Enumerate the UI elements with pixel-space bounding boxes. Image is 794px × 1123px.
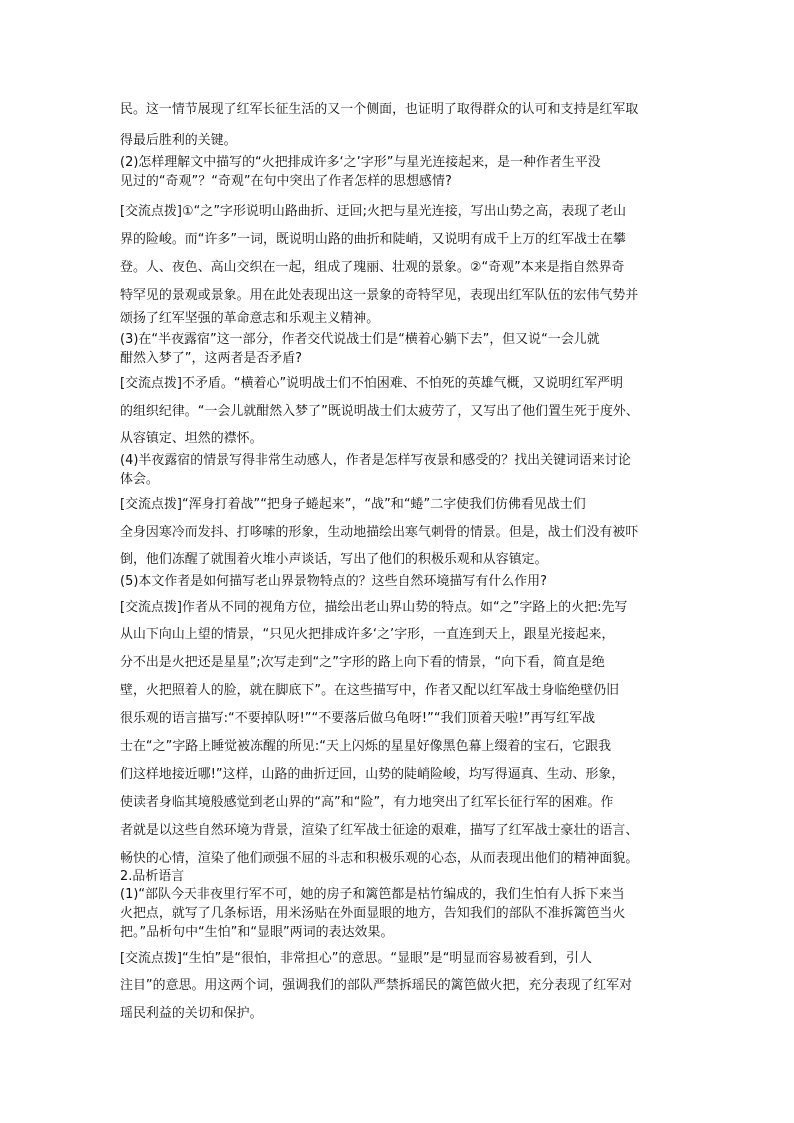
answer-line: 全身因寒冷而发抖、打哆嗦的形象，生动地描绘出寒气刺骨的情景。但是，战士们没有被吓 bbox=[120, 525, 639, 540]
answer-line: [交流点拨]不矛盾。“横着心”说明战士们不怕困难、不怕死的英雄气概，又说明红军严明 bbox=[120, 376, 624, 391]
answer-line: 分不出是火把还是星星”;次写走到“之”字形的路上向下看的情景，“向下看，简直是绝 bbox=[120, 655, 605, 670]
answer-line: [交流点拨]①“之”字形说明山路曲折、迂回;火把与星光连接，写出山势之高，表现了老山 bbox=[120, 204, 627, 219]
question-line: 见过的“奇观”？“奇观”在句中突出了作者怎样的思想感情? bbox=[120, 174, 452, 189]
section-heading: 2.品析语言 bbox=[120, 869, 185, 884]
question-line: 酣然入梦了”，这两者是否矛盾? bbox=[120, 351, 303, 366]
text-line: 得最后胜利的关键。 bbox=[120, 133, 237, 148]
answer-line: [交流点拨]作者从不同的视角方位，描绘出老山界山势的特点。如“之”字路上的火把:先写 bbox=[120, 600, 628, 615]
answer-line: 颂扬了红军坚强的革命意志和乐观主义精神。 bbox=[120, 311, 380, 326]
answer-line: 特罕见的景观或景象。用在此处表现出这一景象的奇特罕见，表现出红军队伍的宏伟气势并 bbox=[120, 288, 639, 303]
answer-line: 从山下向山上望的情景，“只见火把排成许多‘之’字形，一直连到天上，跟星光接起来， bbox=[120, 627, 615, 642]
question-line: (4)半夜露宿的情景写得非常生动感人，作者是怎样写夜景和感受的？找出关键词语来讨论 bbox=[120, 453, 631, 468]
answer-line: 畅快的心情，渲染了他们顽强不屈的斗志和积极乐观的心态，从而表现出他们的精神面貌。 bbox=[120, 851, 639, 866]
answer-line: 界的险峻。而“许多”一词，既说明山路的曲折和陡峭，又说明有成千上万的红军战士在攀 bbox=[120, 232, 626, 247]
answer-line: [交流点拨]“生怕”是“很怕，非常担心”的意思。“显眼”是“明显而容易被看到，引人 bbox=[120, 951, 592, 966]
answer-line: 注目”的意思。用这两个词，强调我们的部队严禁拆瑶民的篱笆做火把，充分表现了红军对 bbox=[120, 978, 633, 993]
answer-line: 从容镇定、坦然的襟怀。 bbox=[120, 431, 263, 446]
question-line: 体会。 bbox=[120, 472, 159, 487]
question-line: (3)在“半夜露宿”这一部分，作者交代说战士们是“横着心躺下去”，但又说“一会儿就 bbox=[120, 332, 600, 347]
answer-line: 壁，火把照着人的脸，就在脚底下”。在这些描写中，作者又配以红军战士身临绝壁仍旧 bbox=[120, 683, 620, 698]
answer-line: 倒，他们冻醒了就围着火堆小声谈话，写出了他们的积极乐观和从容镇定。 bbox=[120, 552, 548, 567]
answer-line: 登。人、夜色、高山交织在一起，组成了瑰丽、壮观的景象。②“奇观”本来是指自然界奇 bbox=[120, 260, 625, 275]
question-line: (5)本文作者是如何描写老山界景物特点的？这些自然环境描写有什么作用? bbox=[120, 574, 548, 589]
question-line: 把。”品析句中“生怕”和“显眼”两词的表达效果。 bbox=[120, 925, 394, 940]
answer-line: 者就是以这些自然环境为背景，渲染了红军战士征途的艰难，描写了红军战士豪壮的语言、 bbox=[120, 823, 639, 838]
question-line: 火把点，就写了几条标语，用米汤贴在外面显眼的地方，告知我们的部队不准拆篱笆当火 bbox=[120, 906, 626, 921]
answer-line: 们这样地接近哪!”这样，山路的曲折迂回，山势的陡峭险峻，均写得逼真、生动、形象， bbox=[120, 767, 625, 782]
text-line: 民。这一情节展现了红军长征生活的又一个侧面，也证明了取得群众的认可和支持是红军取 bbox=[120, 102, 639, 117]
answer-line: 的组织纪律。“一会儿就酣然入梦了”既说明战士们太疲劳了，又写出了他们置生死于度外、 bbox=[120, 404, 639, 419]
question-line: (2)怎样理解文中描写的“火把排成许多‘之’字形”与星光连接起来，是一种作者生平没 bbox=[120, 155, 601, 170]
answer-line: 使读者身临其境般感觉到老山界的“高”和“险”，有力地突出了红军长征行军的困难。作 bbox=[120, 795, 614, 810]
answer-line: 瑶民利益的关切和保护。 bbox=[120, 1006, 263, 1021]
answer-line: 很乐观的语言描写:“不要掉队呀!”“不要落后做乌龟呀!”“我们顶着天啦!”再写红军战 bbox=[120, 711, 596, 726]
answer-line: 士在“之”字路上睡觉被冻醒的所见:“天上闪烁的星星好像黑色幕上缀着的宝石，它跟我 bbox=[120, 739, 612, 754]
question-line: (1)“部队今天非夜里行军不可，她的房子和篱笆都是枯竹编成的，我们生怕有人拆下来当 bbox=[120, 887, 625, 902]
answer-line: [交流点拨]“浑身打着战”“把身子蜷起来”，“战”和“蜷”二字使我们仿佛看见战士们 bbox=[120, 497, 586, 512]
